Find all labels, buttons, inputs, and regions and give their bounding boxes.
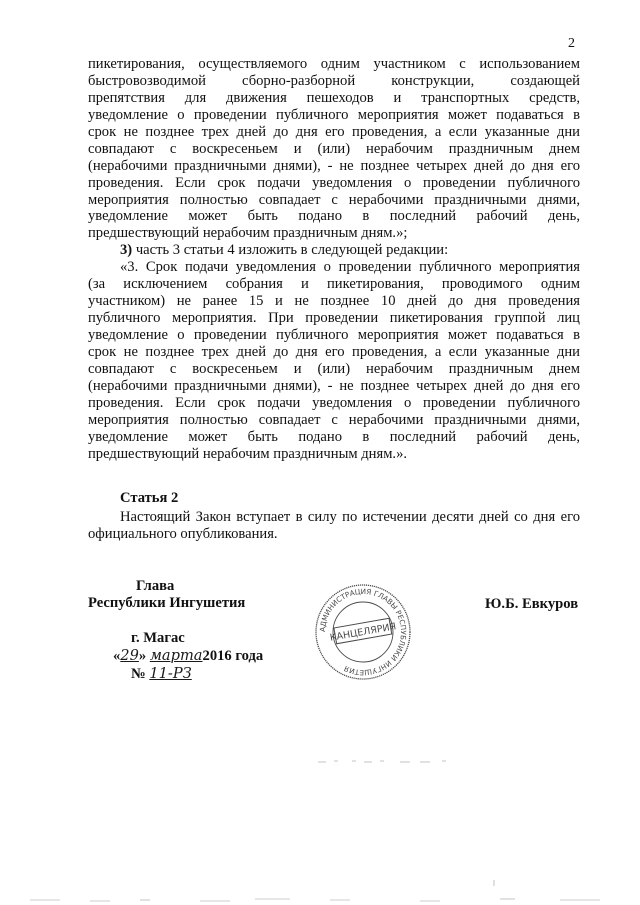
text-line: быстровозводимой сборно-разборной конструкции, создающей xyxy=(88,72,580,89)
text-line: срок не позднее трех дней до дня его проведения, а если указанные дни xyxy=(88,343,580,360)
text-line-content: часть 3 статьи 4 изложить в следующей редакции: xyxy=(135,242,449,259)
signatory-title-line1: Глава xyxy=(136,578,175,594)
city: г. Магас xyxy=(131,630,185,646)
document-body xyxy=(88,56,580,463)
text-line: уведомление о проведении публичного мероприятия может подаваться в xyxy=(88,106,580,123)
text-line: проведения. Если срок подачи уведомления о проведении публичного xyxy=(88,394,580,411)
stamp-ring-text: АДМИНИСТРАЦИЯ ГЛАВЫ РЕСПУБЛИКИ ИНГУШЕТИЯ xyxy=(317,586,409,678)
list-number: 3) xyxy=(120,242,133,259)
text-line: участником) не ранее 15 и не позднее 10 дней до дня проведения xyxy=(88,293,580,310)
text-line: (за исключением собрания и пикетирования, проводимого одним xyxy=(88,276,580,293)
text-line: мероприятия полностью совпадает с нерабочими праздничными днями, xyxy=(88,411,580,428)
article-2-body xyxy=(88,509,580,543)
signatory-title-line2: Республики Ингушетия xyxy=(88,595,246,611)
law-number: 11-РЗ xyxy=(149,665,192,682)
official-stamp xyxy=(313,582,413,682)
signatory-name: Ю.Б. Евкуров xyxy=(485,596,579,612)
text-line: Настоящий Закон вступает в силу по истечении десяти дней со дня его xyxy=(120,509,580,525)
law-number-line xyxy=(113,665,263,683)
text-line xyxy=(88,242,580,259)
date-open-quote: « xyxy=(113,648,121,664)
law-number-prefix: № xyxy=(131,666,146,682)
text-line: пикетирования, осуществляемого одним участником с использованием xyxy=(88,56,580,72)
date-month: марта xyxy=(149,647,203,664)
date-line xyxy=(113,647,263,665)
text-line: «3. Срок подачи уведомления о проведении публичного мероприятия xyxy=(120,259,580,276)
text-line: совпадают с воскресеньем и (или) нерабочим праздничным днем xyxy=(88,140,580,157)
text-line: (нерабочими праздничными днями), - не позднее четырех дней до дня его xyxy=(88,377,580,394)
text-line: предшествующий нерабочим праздничным дням.». xyxy=(88,445,408,462)
article-2-title: Статья 2 xyxy=(120,490,179,506)
page-number: 2 xyxy=(568,36,575,51)
signatory-title xyxy=(88,578,245,612)
text-line: публичного мероприятия. При проведении пикетирования группой лиц xyxy=(88,310,580,327)
text-line: уведомление может быть подано в последний рабочий день, xyxy=(88,208,580,225)
date-close-quote: » xyxy=(138,648,147,664)
text-line: совпадают с воскресеньем и (или) нерабочим праздничным днем xyxy=(88,360,580,377)
text-line: предшествующий нерабочим праздничным дням.»; xyxy=(88,225,408,242)
place-date-block xyxy=(113,629,263,683)
text-line: официального опубликования. xyxy=(88,525,278,542)
text-line: срок не позднее трех дней до дня его проведения, а если указанные дни xyxy=(88,123,580,140)
stamp-center-text: КАНЦЕЛЯРИЯ xyxy=(329,621,398,644)
text-line: проведения. Если срок подачи уведомления о проведении публичного xyxy=(88,174,580,191)
text-line: уведомление о проведении публичного мероприятия может подаваться в xyxy=(88,327,580,343)
text-line: (нерабочими праздничными днями), - не позднее четырех дней до дня его xyxy=(88,157,580,174)
text-line: уведомление может быть подано в последний рабочий день, xyxy=(88,428,580,445)
text-line: препятствия для движения пешеходов и транспортных средств, xyxy=(88,89,580,106)
date-year: 2016 года xyxy=(202,648,264,664)
date-day: 29 xyxy=(120,647,139,664)
text-line: мероприятия полностью совпадает с нерабочими праздничными днями, xyxy=(88,191,580,208)
